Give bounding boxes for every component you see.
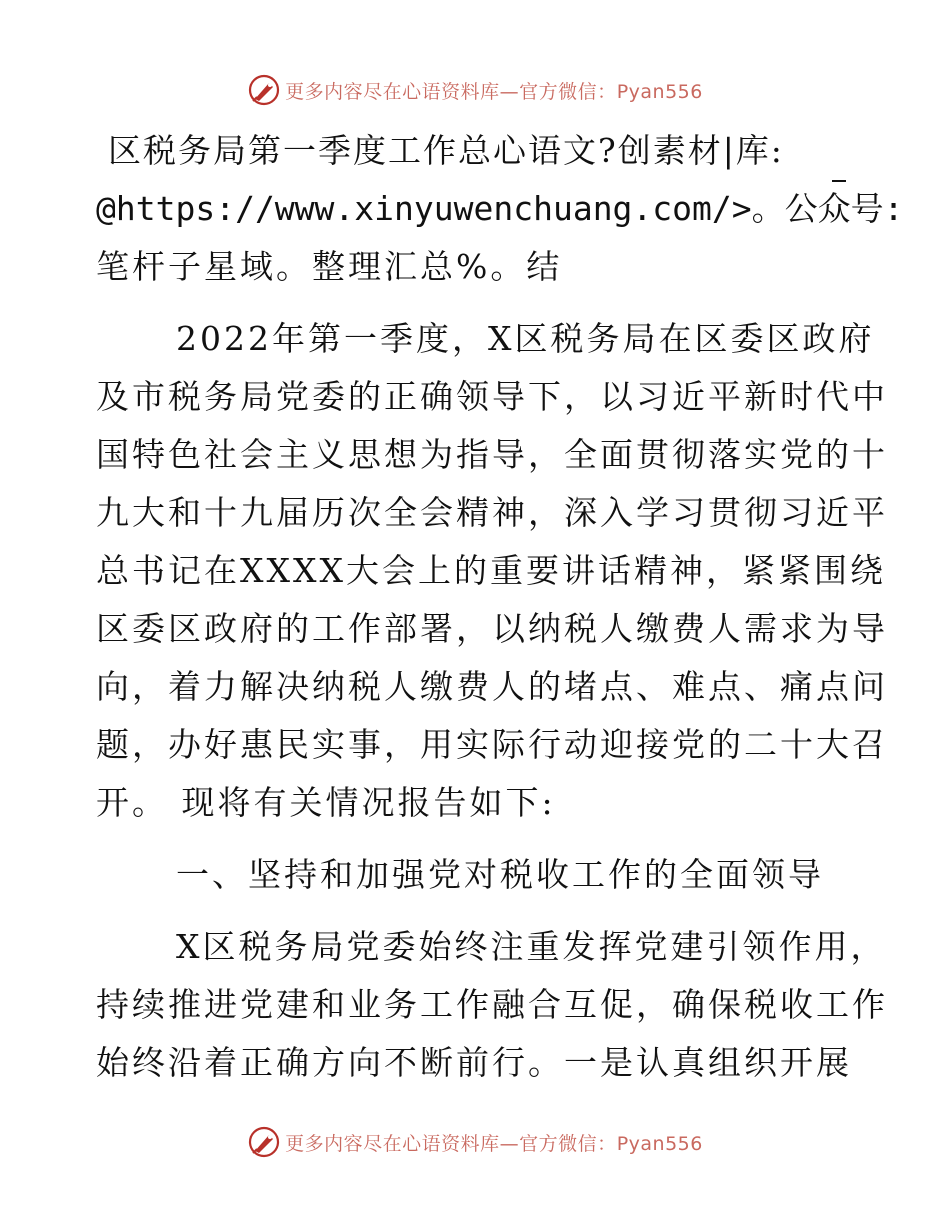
paragraph-line: 国特色社会主义思想为指导，全面贯彻落实党的十 <box>96 435 888 474</box>
paragraph-line: 题，办好惠民实事，用实际行动迎接党的二十大召 <box>96 725 888 764</box>
paragraph-line: 总书记在XXXX大会上的重要讲话精神，紧紧围绕 <box>96 551 886 590</box>
paragraph-line: 2022年第一季度，X区税务局在区委区政府 <box>176 319 875 358</box>
watermark-text: 更多内容尽在心语资料库—官方微信：Pyan556 <box>285 80 703 103</box>
paragraph-line: 持续推进党建和业务工作融合互促，确保税收工作 <box>96 985 888 1024</box>
header-watermark-banner <box>0 70 950 110</box>
paragraph-line: 向，着力解决纳税人缴费人的堵点、难点、痛点问 <box>96 667 888 706</box>
document-title-line-2: @https://www.xinyuwenchuang.com/>。公众号: <box>96 189 904 228</box>
paragraph-line: 及市税务局党委的正确领导下，以习近平新时代中 <box>96 377 888 416</box>
paragraph-line: 始终沿着正确方向不断前行。一是认真组织开展 <box>96 1043 852 1082</box>
paragraph-line: 区委区政府的工作部署，以纳税人缴费人需求为导 <box>96 609 888 648</box>
pen-nib-logo-icon <box>247 73 281 107</box>
section-heading: 一、坚持和加强党对税收工作的全面领导 <box>176 855 824 894</box>
paragraph-line: X区税务局党委始终注重发挥党建引领作用， <box>176 927 887 966</box>
watermark-text: 更多内容尽在心语资料库—官方微信：Pyan556 <box>285 1132 703 1155</box>
paragraph-intro <box>96 310 888 832</box>
footer-watermark-banner <box>0 1122 950 1162</box>
document-body <box>96 122 904 1092</box>
paragraph-line: 开。 现将有关情况报告如下: <box>96 783 556 822</box>
document-title-line-3: 笔杆子星域。整理汇总%。结 <box>96 247 563 286</box>
pen-nib-logo-icon <box>247 1125 281 1159</box>
paragraph-party-leadership <box>96 918 888 1092</box>
paragraph-line: 九大和十九届历次全会精神，深入学习贯彻习近平 <box>96 493 888 532</box>
document-title-line-1: 区税务局第一季度工作总心语文?创素材|库: <box>108 131 784 170</box>
